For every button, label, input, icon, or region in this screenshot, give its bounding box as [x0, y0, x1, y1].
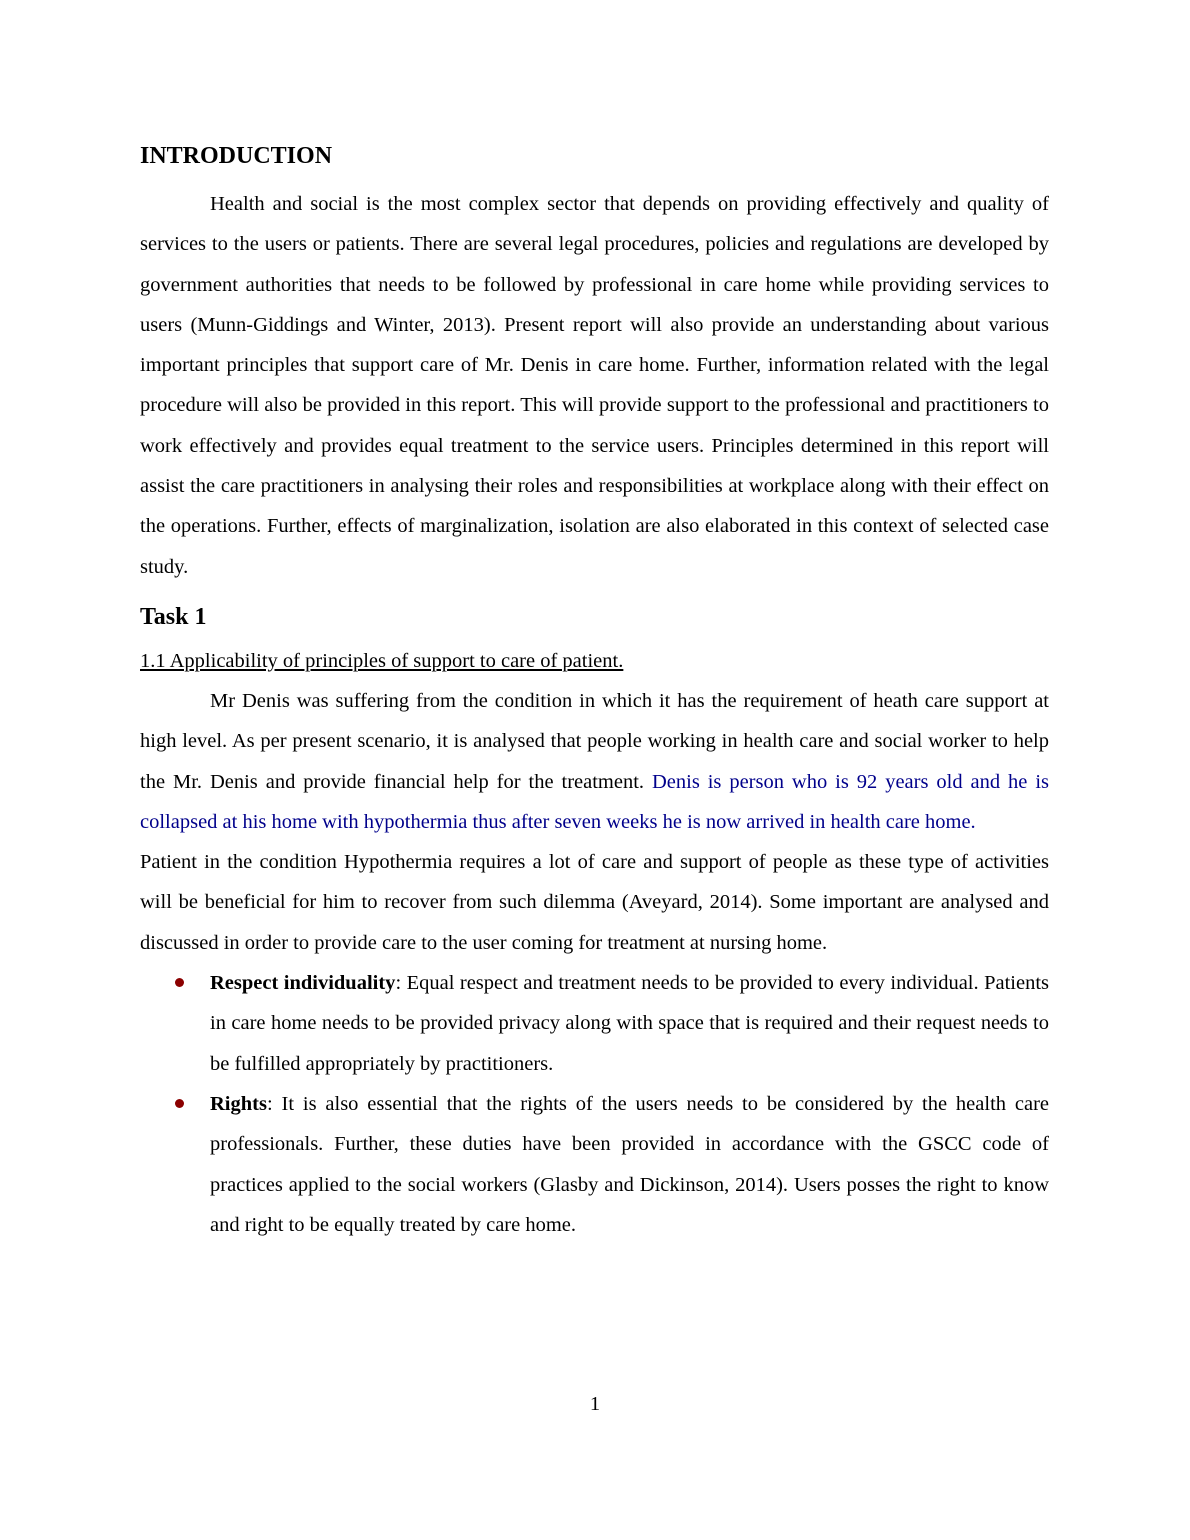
bullet-icon [175, 1099, 184, 1108]
introduction-paragraph: Health and social is the most complex sector that depends on providing effectively and quality of services to the users or patients. There are several legal procedures, policies and regulations are developed by government authorities that needs to be followed by professional in care home while providing services to users (Munn-Giddings and Winter, 2013). Present report will also provide an understanding about various important principles that support care of Mr. Denis in care home. Further, information related with the legal procedure will also be provided in this report. This will provide support to the professional and practitioners to work effectively and provides equal treatment to the service users. Principles determined in this report will assist the care practitioners in analysing their roles and responsibilities at workplace along with their effect on the operations. Further, effects of marginalization, isolation are also elaborated in this context of selected case study. [140, 193, 1049, 578]
list-item-text: : It is also essential that the rights of the users needs to be considered by the health care professionals. Further, these duties have been provided in accordance with the GSCC code of practices applied to the social workers (Glasby and Dickinson, 2014). Users posses the right to know and right to be equally treated by care home. [210, 1092, 1049, 1236]
list-item [140, 1084, 1049, 1245]
page-content [140, 140, 1049, 1245]
list-item-term: Respect individuality [210, 972, 396, 995]
task1-subheading: 1.1 Applicability of principles of support to care of patient. [140, 649, 624, 672]
task1-paragraph-1-text: Mr Denis was suffering from the condition in which it has the requirement of heath care support at high level. As per present scenario, it is analysed that people working in health care and social worker to help the Mr. Denis and provide financial help for the treatment. [140, 689, 1049, 793]
introduction-heading: INTRODUCTION [140, 143, 333, 169]
task1-paragraph-2: Patient in the condition Hypothermia requires a lot of care and support of people as these type of activities will be beneficial for him to recover from such dilemma (Aveyard, 2014). Some important are analysed and discussed in order to provide care to the user coming for treatment at nursing home. [140, 851, 1049, 954]
page-number: 1 [589, 1393, 601, 1415]
principles-list [140, 963, 1049, 1245]
task1-paragraph-1-highlight: Denis is person who is 92 years old and he is collapsed at his home with hypothermia thus after seven weeks he is now arrived in health care home. [140, 770, 1050, 833]
list-item-term: Rights [210, 1092, 267, 1115]
task1-paragraph-1 [140, 681, 1049, 842]
bullet-icon [175, 978, 184, 987]
list-item [140, 963, 1049, 1084]
list-item-text: : Equal respect and treatment needs to be provided to every individual. Patients in care home needs to be provided privacy along with space that is required and their request needs to be fulfilled appropriately by practitioners. [210, 972, 1050, 1075]
task1-heading: Task 1 [140, 603, 207, 630]
